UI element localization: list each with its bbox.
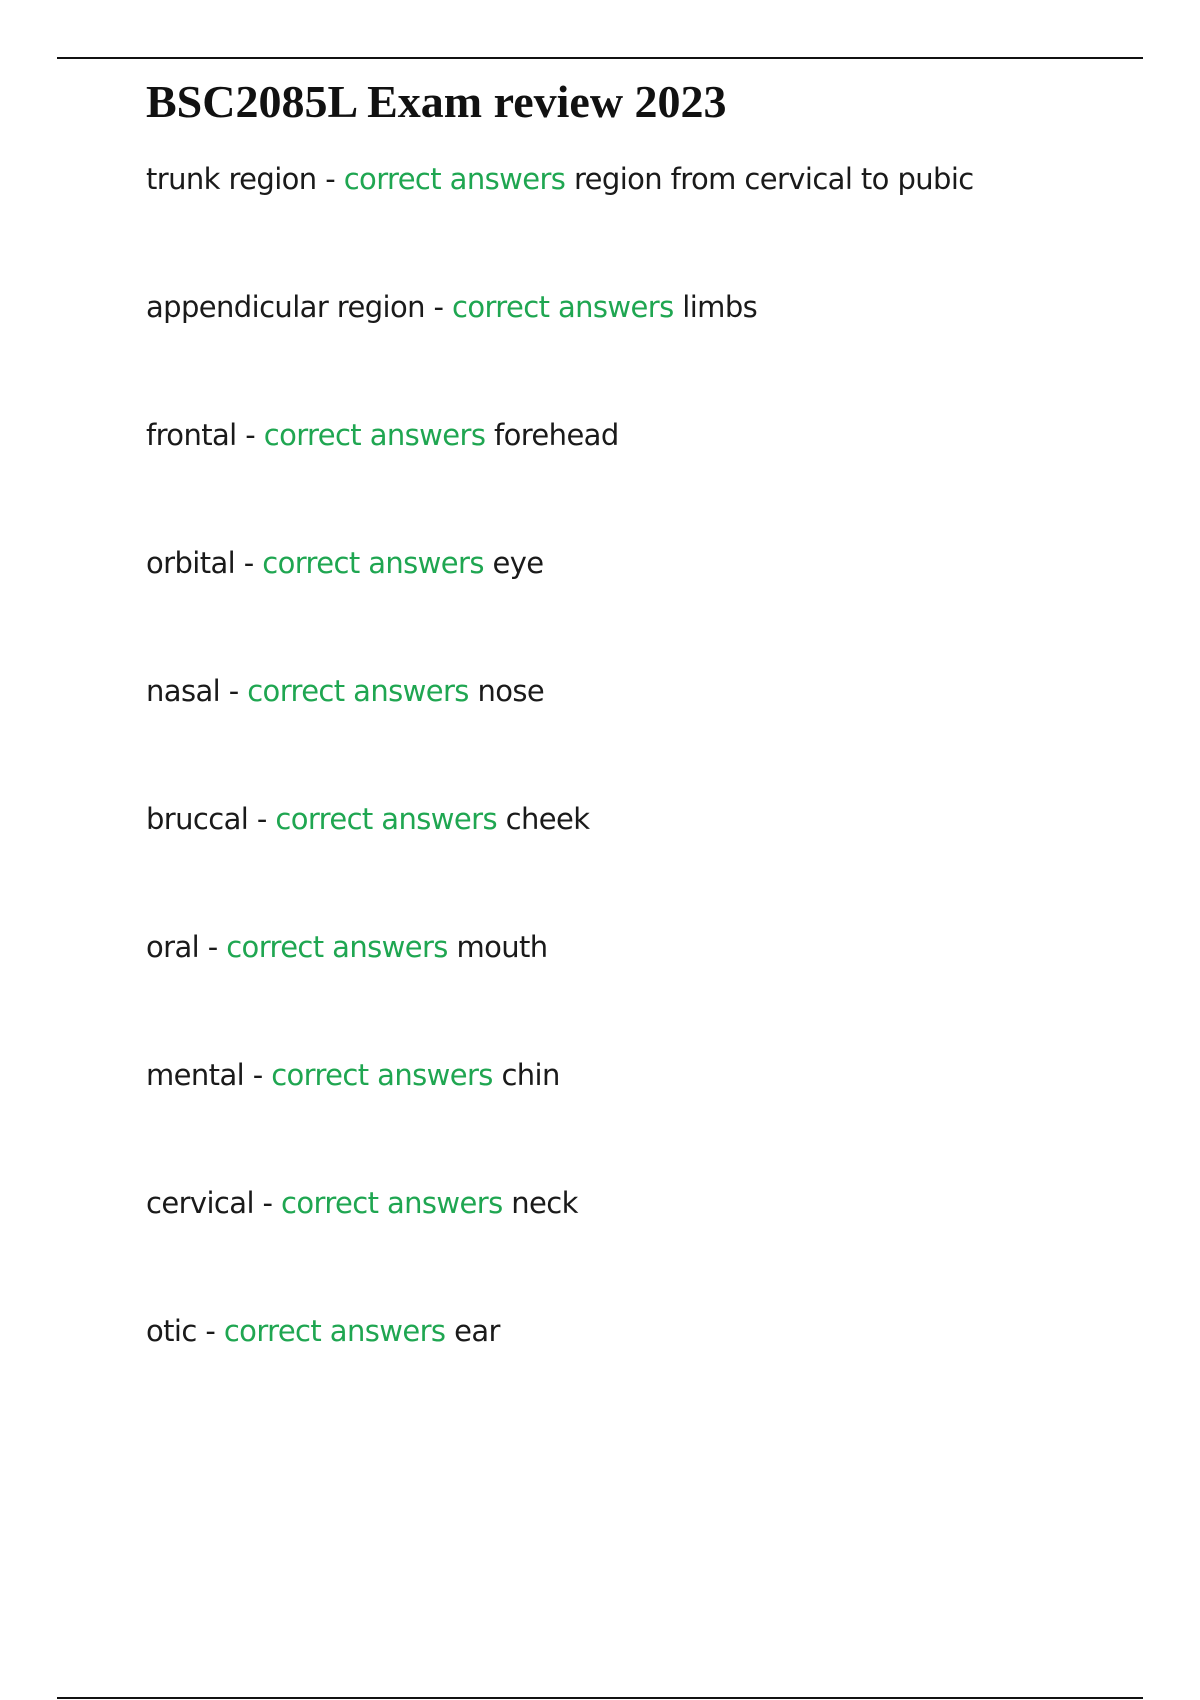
entry-term: nasal xyxy=(146,674,221,708)
entry-separator: - xyxy=(424,290,452,324)
qa-entry xyxy=(146,1049,1126,1177)
entry-definition: eye xyxy=(492,546,544,580)
document-title: BSC2085L Exam review 2023 xyxy=(146,76,727,127)
entry-definition: neck xyxy=(511,1186,578,1220)
correct-answers-label: correct answers xyxy=(452,290,674,324)
qa-entry xyxy=(146,153,1126,281)
entry-term: frontal xyxy=(146,418,237,452)
qa-entry xyxy=(146,1177,1126,1305)
qa-entry xyxy=(146,537,1126,665)
entry-term: orbital xyxy=(146,546,236,580)
correct-answers-label: correct answers xyxy=(223,1314,446,1348)
entry-separator: - xyxy=(199,930,227,964)
entry-term: cervical xyxy=(146,1186,254,1220)
entry-separator: - xyxy=(236,418,264,452)
entry-separator: - xyxy=(316,162,344,196)
qa-entry xyxy=(146,281,1126,409)
correct-answers-label: correct answers xyxy=(247,674,469,708)
qa-entry xyxy=(146,409,1126,537)
entry-separator: - xyxy=(196,1314,224,1348)
qa-list xyxy=(146,153,1126,1433)
top-rule xyxy=(57,57,1143,59)
qa-entry xyxy=(146,921,1126,1049)
bottom-rule xyxy=(57,1697,1143,1699)
qa-entry xyxy=(146,1305,1126,1433)
entry-term: otic xyxy=(146,1314,197,1348)
entry-separator: - xyxy=(220,674,248,708)
entry-definition: cheek xyxy=(505,802,590,836)
entry-definition: ear xyxy=(454,1314,500,1348)
correct-answers-label: correct answers xyxy=(262,546,484,580)
correct-answers-label: correct answers xyxy=(271,1058,493,1092)
qa-entry xyxy=(146,665,1126,793)
correct-answers-label: correct answers xyxy=(343,162,566,196)
entry-separator: - xyxy=(248,802,276,836)
entry-term: bruccal xyxy=(146,802,249,836)
entry-definition: chin xyxy=(501,1058,560,1092)
correct-answers-label: correct answers xyxy=(281,1186,503,1220)
entry-separator: - xyxy=(244,1058,272,1092)
entry-definition: mouth xyxy=(456,930,548,964)
entry-definition: forehead xyxy=(493,418,619,452)
correct-answers-label: correct answers xyxy=(275,802,497,836)
entry-definition: nose xyxy=(477,674,545,708)
correct-answers-label: correct answers xyxy=(263,418,486,452)
entry-separator: - xyxy=(253,1186,282,1220)
entry-definition: region from cervical to pubic xyxy=(573,162,974,196)
entry-term: oral xyxy=(146,930,200,964)
entry-term: mental xyxy=(146,1058,245,1092)
qa-entry xyxy=(146,793,1126,921)
entry-definition: limbs xyxy=(682,290,758,324)
entry-term: appendicular region xyxy=(146,290,425,324)
entry-separator: - xyxy=(235,546,263,580)
entry-term: trunk region xyxy=(146,162,317,196)
correct-answers-label: correct answers xyxy=(226,930,448,964)
